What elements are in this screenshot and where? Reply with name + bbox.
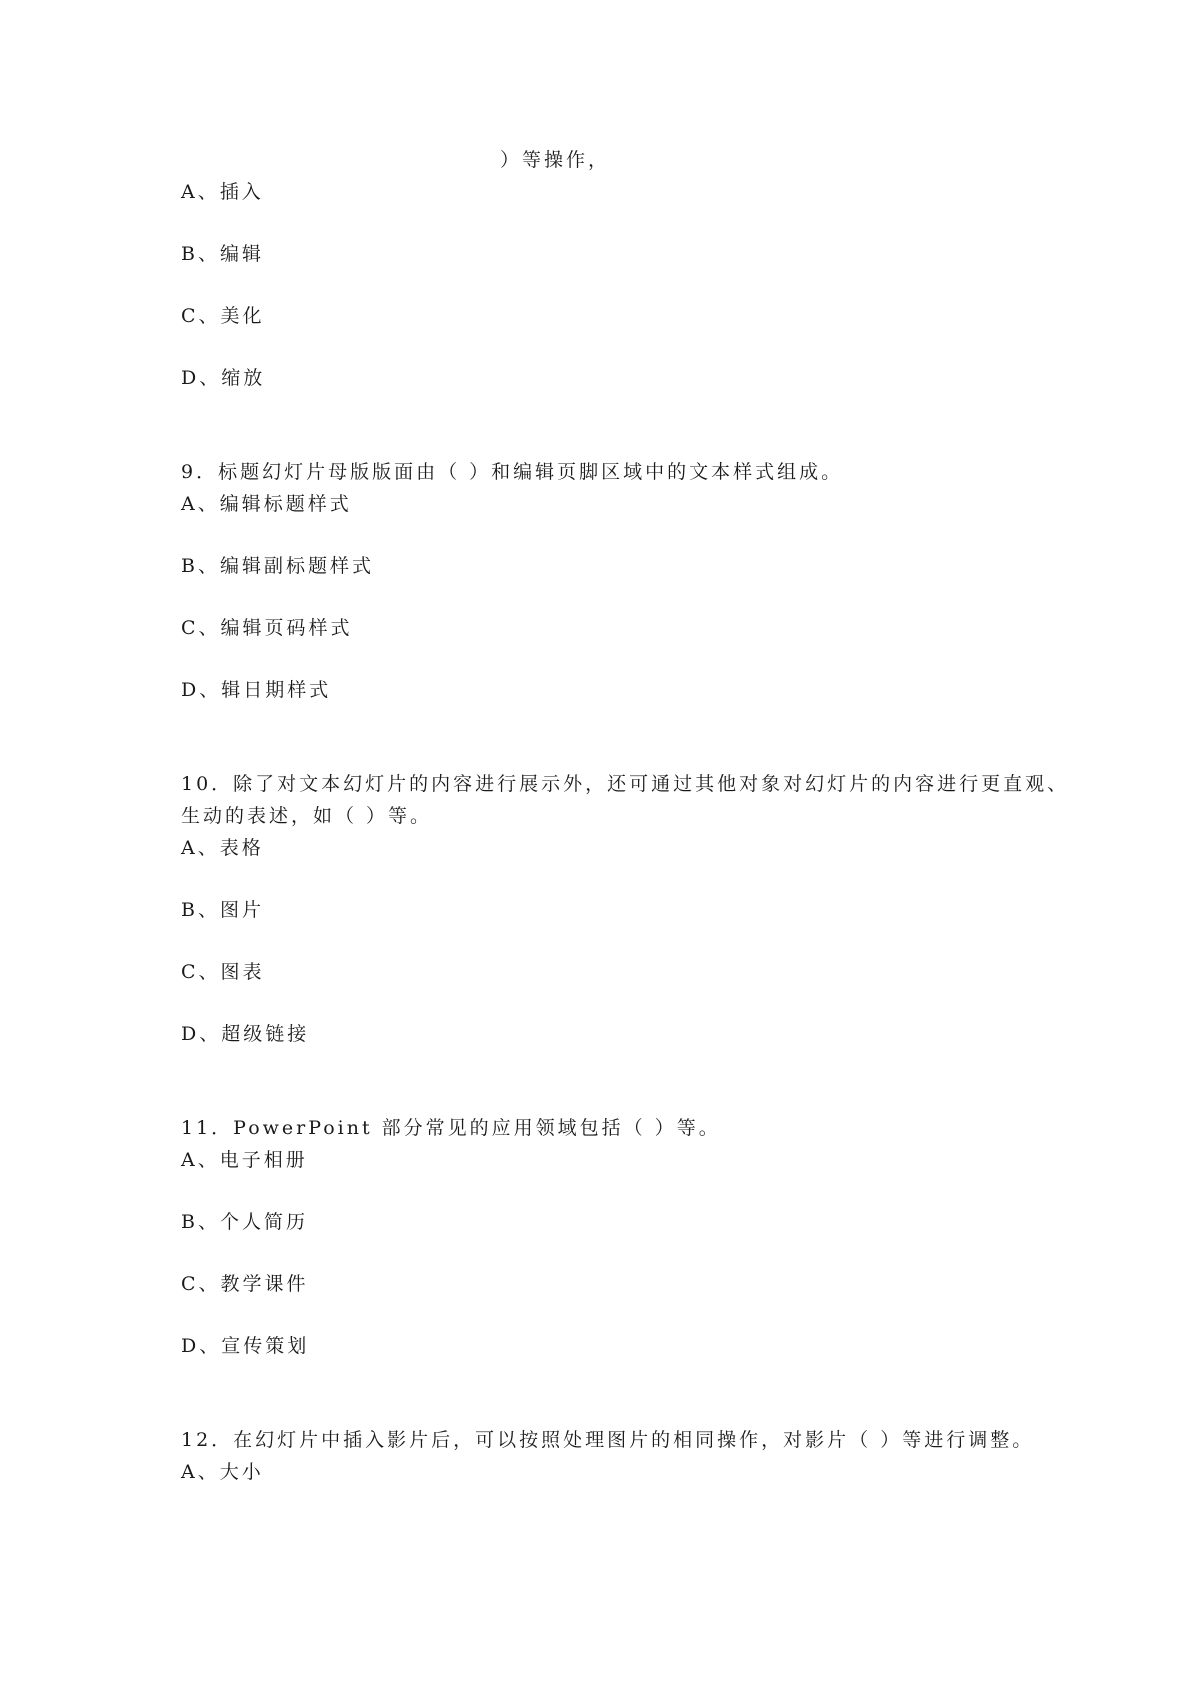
q8-option-b: B、编辑 bbox=[181, 243, 264, 265]
q9-stem: 9．标题幻灯片母版版面由（ ）和编辑页脚区域中的文本样式组成。 bbox=[181, 461, 844, 483]
q9-option-c: C、编辑页码样式 bbox=[181, 617, 353, 639]
q10-option-d: D、超级链接 bbox=[181, 1023, 310, 1045]
q9-option-d: D、辑日期样式 bbox=[181, 679, 332, 701]
q9-option-b: B、编辑副标题样式 bbox=[181, 555, 374, 577]
q11-option-b: B、个人简历 bbox=[181, 1211, 308, 1233]
q8-stem-continuation: ）等操作， bbox=[500, 149, 611, 171]
q12-stem: 12．在幻灯片中插入影片后，可以按照处理图片的相同操作，对影片（ ）等进行调整。 bbox=[181, 1429, 1035, 1451]
q8-option-c: C、美化 bbox=[181, 305, 265, 327]
q10-option-a: A、表格 bbox=[181, 837, 264, 859]
q9-option-a: A、编辑标题样式 bbox=[181, 493, 352, 515]
q11-stem: 11．PowerPoint 部分常见的应用领域包括（ ）等。 bbox=[181, 1117, 721, 1139]
q11-option-d: D、宣传策划 bbox=[181, 1335, 310, 1357]
q12-option-a: A、大小 bbox=[181, 1461, 264, 1483]
q10-stem-line1: 10．除了对文本幻灯片的内容进行展示外，还可通过其他对象对幻灯片的内容进行更直观、 bbox=[181, 773, 1070, 795]
q10-option-b: B、图片 bbox=[181, 899, 264, 921]
q8-option-a: A、插入 bbox=[181, 181, 264, 203]
q10-stem-line2: 生动的表述，如（ ）等。 bbox=[181, 805, 433, 827]
q10-option-c: C、图表 bbox=[181, 961, 265, 983]
q8-option-d: D、缩放 bbox=[181, 367, 266, 389]
q11-option-a: A、电子相册 bbox=[181, 1149, 308, 1171]
q11-option-c: C、教学课件 bbox=[181, 1273, 309, 1295]
